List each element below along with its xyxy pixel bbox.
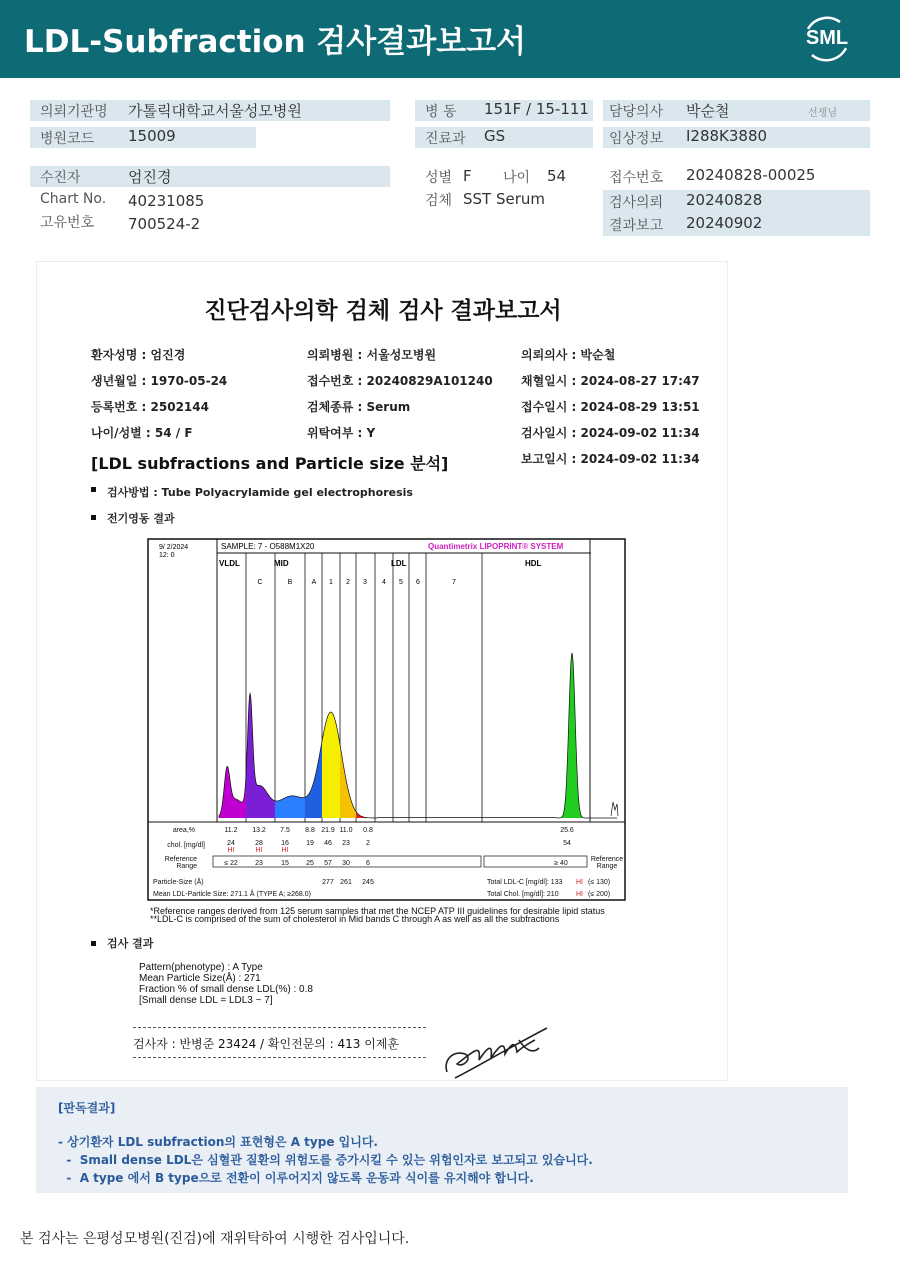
patient-value: 엄진경: [128, 168, 172, 186]
req-value: 20240828: [686, 191, 763, 209]
clin-value: I288K3880: [686, 127, 768, 145]
r-agesex: 나이/성별 : 54 / F: [91, 426, 193, 440]
row-label-range-right: Range: [596, 863, 618, 870]
footnote-2: **LDL-C is comprised of the sum of cholesterol in Mid bands C through A as well as all the subfractions: [150, 914, 560, 924]
area-6: 0.8: [363, 827, 373, 834]
chol-1: 28: [255, 840, 263, 847]
sex-label: 성별: [425, 170, 453, 186]
total-chol-ref: (≤ 200): [588, 891, 611, 898]
judgement-box: [36, 1087, 848, 1193]
chart-time: 12: 0: [159, 552, 175, 559]
inst-label: 의뢰기관명: [40, 104, 108, 120]
r-hospital: 의뢰병원 : 서울성모병원: [307, 348, 437, 362]
rep-value: 20240902: [686, 214, 763, 232]
r-doctor: 의뢰의사 : 박순철: [521, 348, 616, 362]
r-accession: 접수번호 : 20240829A101240: [307, 374, 493, 388]
total-ldl-flag: HI: [576, 879, 583, 886]
doctor-label: 담당의사: [609, 104, 664, 120]
chart-value: 40231085: [128, 192, 205, 210]
r-regno: 등록번호 : 2502144: [91, 400, 209, 414]
group-ldl: LDL: [391, 559, 407, 568]
total-chol-flag: HI: [576, 891, 583, 898]
uid-value: 700524-2: [128, 215, 201, 233]
area-0: 11.2: [224, 827, 238, 834]
recv-label: 접수번호: [609, 170, 664, 186]
r-electro: 전기영동 결과: [107, 512, 175, 525]
req-label: 검사의뢰: [609, 195, 664, 211]
age-value: 54: [547, 167, 567, 185]
r-reported: 보고일시 : 2024-09-02 11:34: [521, 452, 700, 466]
row-label-ref-right: Reference: [590, 856, 624, 863]
chol-flag-2: HI: [281, 847, 289, 854]
judgement-line-1: - 상기환자 LDL subfraction의 표현형은 A type 입니다.: [58, 1135, 378, 1149]
scanned-report: [36, 261, 728, 1081]
logo-text: SML: [805, 27, 849, 49]
chart-brand: Quantimetrix LIPOPRINT® SYSTEM: [428, 542, 564, 551]
row-label-size: Particle-Size (Å): [153, 879, 204, 886]
dept-value: GS: [484, 127, 506, 145]
ref-3: 25: [306, 860, 314, 867]
psize-1: 261: [340, 879, 352, 886]
sex-value: F: [463, 167, 472, 185]
band-6: 6: [416, 579, 420, 586]
r-received: 접수일시 : 2024-08-29 13:51: [521, 400, 700, 414]
judgement-line-2: - Small dense LDL은 심혈관 질환의 위험도를 증가시킬 수 있는 위험인자로 보고되고 있습니다.: [58, 1153, 593, 1167]
row-label-area: area,%: [172, 827, 195, 834]
chol-flag-0: HI: [227, 847, 235, 854]
report-header: [0, 0, 900, 78]
chol-4: 46: [324, 840, 332, 847]
footnote-1: *Reference ranges derived from 125 serum samples that met the NCEP ATP III guidelines for desirable lipid status: [150, 906, 605, 916]
ref-1: 23: [255, 860, 263, 867]
r-spectype: 검체종류 : Serum: [307, 400, 411, 414]
band-B: B: [287, 579, 293, 586]
uid-label: 고유번호: [40, 215, 95, 231]
band-C: C: [257, 579, 263, 586]
ref-7: ≥ 40: [554, 860, 568, 867]
ref-5: 30: [342, 860, 350, 867]
signer-line: 검사자 : 반병준 23424 / 확인전문의 : 413 이제훈: [133, 1037, 400, 1051]
group-mid: MID: [274, 559, 289, 568]
rep-label: 결과보고: [609, 218, 664, 234]
doctor-value: 박순철: [686, 102, 730, 120]
band-3: 3: [363, 579, 367, 586]
result-size: Mean Particle Size(Å) : 271: [139, 973, 261, 984]
band-4: 4: [382, 579, 386, 586]
spec-value: SST Serum: [463, 190, 546, 208]
total-ldl-ref: (≤ 130): [588, 879, 611, 886]
psize-2: 245: [362, 879, 374, 886]
area-7: 25.6: [560, 827, 574, 834]
ward-label: 병 동: [425, 104, 457, 120]
mean-ldl-size: Mean LDL-Particle Size: 271.1 Å (TYPE A; ≥268.0): [153, 891, 311, 898]
chol-flag-1: HI: [255, 847, 263, 854]
inst-value: 가톨릭대학교서울성모병원: [128, 102, 302, 120]
ref-6: 6: [366, 860, 370, 867]
chart-label: Chart No.: [40, 191, 107, 207]
row-label-ref: Reference: [164, 856, 197, 863]
ref-4: 57: [324, 860, 332, 867]
area-5: 11.0: [339, 827, 353, 834]
area-2: 7.5: [280, 827, 290, 834]
code-label: 병원코드: [40, 131, 95, 147]
recv-value: 20240828-00025: [686, 166, 816, 184]
r-name: 환자성명 : 엄진경: [91, 348, 186, 362]
r-heading: [LDL subfractions and Particle size 분석]: [91, 454, 449, 473]
ward-value: 151F / 15-111: [484, 100, 589, 118]
doctor-suffix: 선생님: [808, 108, 837, 119]
chol-7: 54: [563, 840, 571, 847]
code-value: 15009: [128, 127, 176, 145]
result-sdldl: [Small dense LDL = LDL3 ~ 7]: [139, 995, 273, 1006]
r-tested: 검사일시 : 2024-09-02 11:34: [521, 426, 700, 440]
group-hdl: HDL: [525, 559, 542, 568]
spec-label: 검체: [425, 193, 453, 209]
band-2: 2: [346, 579, 350, 586]
dept-label: 진료과: [425, 131, 466, 147]
age-label: 나이: [503, 170, 531, 186]
row-label-range: Range: [176, 863, 197, 870]
ref-2: 15: [281, 860, 289, 867]
band-A: A: [311, 579, 317, 586]
r-method: 검사방법 : Tube Polyacrylamide gel electrophoresis: [107, 486, 413, 499]
row-label-chol: chol. [mg/dl]: [167, 842, 205, 849]
band-7: 7: [452, 579, 456, 586]
electrophoresis-chart: [147, 538, 627, 902]
ref-0: ≤ 22: [224, 860, 238, 867]
result-fraction: Fraction % of small dense LDL(%) : 0.8: [139, 984, 313, 995]
signature: [435, 1020, 555, 1082]
r-birth: 생년월일 : 1970-05-24: [91, 374, 228, 388]
page-title: LDL-Subfraction 검사결과보고서: [24, 24, 526, 60]
report-title: 진단검사의학 검체 검사 결과보고서: [204, 298, 562, 324]
area-4: 21.9: [321, 827, 335, 834]
judgement-line-3: - A type 에서 B type으로 전환이 이루어지지 않도록 운동과 식이를 유지해야 합니다.: [58, 1171, 534, 1185]
r-referred: 위탁여부 : Y: [307, 426, 376, 440]
chart-date: 9/ 2/2024: [159, 544, 189, 551]
judgement-title: [판독결과]: [58, 1101, 116, 1115]
r-collect: 채혈일시 : 2024-08-27 17:47: [521, 374, 700, 388]
chol-3: 19: [306, 840, 314, 847]
band-1: 1: [329, 579, 333, 586]
chol-2: 16: [281, 840, 289, 847]
chart-sample: SAMPLE: 7 - O588M1X20: [221, 542, 315, 551]
total-chol: Total Chol. [mg/dl]: 210: [487, 891, 559, 898]
total-ldl-c: Total LDL-C [mg/dl]: 133: [487, 879, 563, 886]
area-3: 8.8: [305, 827, 315, 834]
r-result-head: 검사 결과: [107, 937, 154, 950]
clin-label: 임상정보: [609, 131, 664, 147]
chol-5: 23: [342, 840, 350, 847]
patient-label: 수진자: [40, 170, 81, 186]
area-1: 13.2: [252, 827, 266, 834]
footer-note: 본 검사는 은평성모병원(진검)에 재위탁하여 시행한 검사입니다.: [20, 1231, 410, 1247]
result-pattern: Pattern(phenotype) : A Type: [139, 962, 263, 973]
chol-0: 24: [227, 840, 235, 847]
band-5: 5: [399, 579, 403, 586]
chol-6: 2: [366, 840, 370, 847]
group-vldl: VLDL: [219, 559, 240, 568]
psize-0: 277: [322, 879, 334, 886]
